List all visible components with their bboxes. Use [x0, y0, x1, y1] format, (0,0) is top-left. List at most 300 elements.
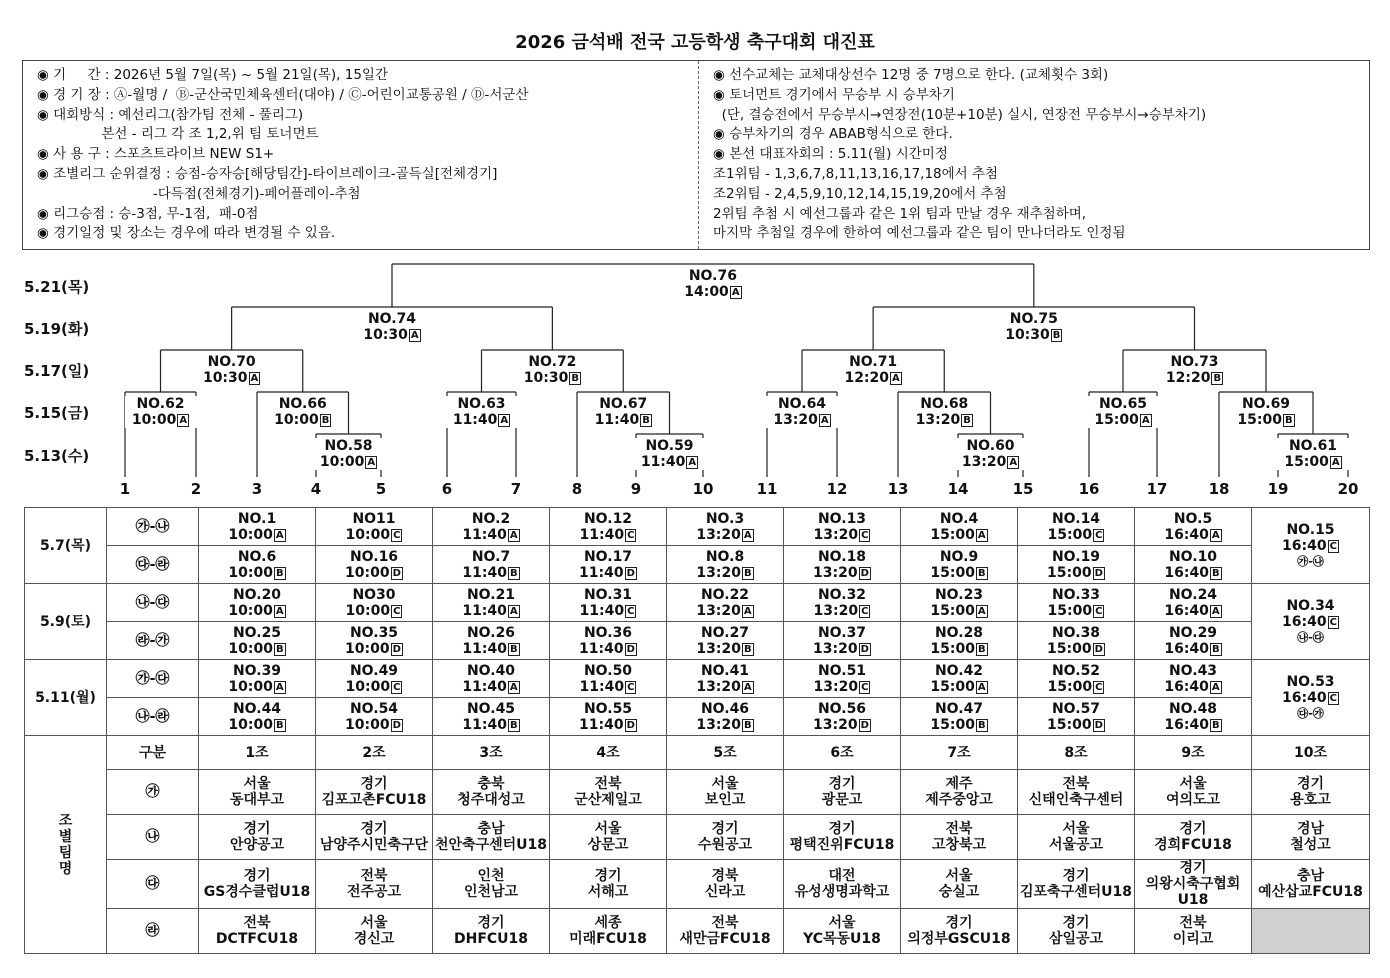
match-time: 10:00 — [345, 602, 391, 619]
match-cell — [550, 584, 667, 622]
team-number: 12 — [826, 480, 848, 498]
info-left-line: ◉ 사 용 구 : 스포츠트라이브 NEW S1+ — [37, 146, 275, 163]
match-time: 10:00 — [228, 602, 273, 619]
info-right-line: 2위팀 추첨 시 예선그룹과 같은 1위 팀과 만날 경우 재추첨하며, — [713, 205, 1087, 222]
match-time: 10:00 — [228, 678, 273, 695]
pair-label: ㉰-㉮ — [1297, 706, 1324, 720]
match-time: 15:00 — [1047, 716, 1092, 733]
match-number: NO.62 — [136, 396, 185, 412]
team-region: 서울 — [594, 821, 622, 837]
venue-badge: A — [1141, 415, 1150, 426]
match-time: 10:30 — [523, 370, 569, 386]
team-name: 경신고 — [353, 931, 395, 947]
match-time-venue — [1135, 603, 1251, 619]
match-number: NO.6 — [237, 548, 277, 565]
team-region: 서울 — [1179, 776, 1207, 792]
venue-badge: B — [1211, 643, 1220, 655]
team-number: 3 — [251, 480, 263, 498]
team-region: 제주 — [945, 776, 973, 792]
match-time-venue — [550, 641, 666, 657]
match-time: 10:30 — [363, 327, 408, 343]
team-name: YC목동U18 — [803, 931, 881, 947]
venue-badge: C — [861, 681, 869, 693]
match-time: 13:20 — [813, 640, 858, 657]
match-number: NO.38 — [1051, 624, 1101, 641]
team-cell — [667, 909, 784, 954]
match-number: NO.5 — [1173, 510, 1213, 527]
team-name: 김포축구센터U18 — [1020, 884, 1132, 900]
match-time: 10:30 — [202, 370, 248, 386]
match-time-venue — [199, 679, 315, 695]
match-time: 16:40 — [1164, 716, 1209, 733]
match-number: NO.14 — [1051, 510, 1101, 527]
match-number: NO.15 — [1286, 521, 1335, 538]
match-number: NO.25 — [232, 624, 282, 641]
match-number: NO.31 — [583, 586, 633, 603]
team-region: 전북 — [1179, 915, 1207, 931]
team-cell — [1018, 815, 1135, 860]
schedule-row — [25, 546, 1370, 584]
team-cell — [1252, 770, 1370, 815]
match-time-venue — [267, 412, 339, 428]
match-cell — [316, 622, 433, 660]
schedule-table — [24, 507, 1370, 954]
group-name: 7조 — [901, 736, 1018, 770]
team-cell — [1135, 909, 1252, 954]
bracket-match-n75 — [998, 311, 1070, 343]
match-number: NO.7 — [471, 548, 511, 565]
match-time: 13:20 — [813, 526, 859, 543]
team-cell — [433, 815, 550, 860]
match-time-venue — [1252, 690, 1369, 706]
team-cell — [1018, 860, 1135, 909]
venue-badge: C — [393, 681, 401, 693]
bracket-match-n60 — [955, 438, 1027, 470]
match-time: 13:20 — [961, 454, 1007, 470]
venue-badge: B — [743, 567, 752, 579]
match-time: 13:20 — [696, 640, 741, 657]
team-region: 전북 — [945, 821, 973, 837]
match-number: NO.18 — [817, 548, 867, 565]
side-char: 조 — [58, 812, 73, 829]
team-region: 세종 — [594, 915, 622, 931]
info-right-line: 조2위팀 - 2,4,5,9,10,12,14,15,19,20에서 추첨 — [713, 185, 1007, 202]
match-number: NO.2 — [471, 510, 511, 527]
venue-badge: B — [963, 415, 971, 426]
empty-cell — [1252, 909, 1370, 954]
info-left-line: -다득점(전체경기)-페어플레이-추첨 — [37, 185, 361, 202]
team-name: 서해고 — [587, 884, 629, 900]
bracket-date-round20: 5.13(수) — [24, 447, 90, 465]
venue-badge: B — [509, 567, 518, 579]
team-cell — [316, 909, 433, 954]
match-time: 11:40 — [579, 640, 624, 657]
venue-badge: D — [860, 643, 869, 655]
bracket-match-n65 — [1087, 396, 1159, 428]
team-cell — [550, 860, 667, 909]
bracket-match-n64 — [766, 396, 838, 428]
match-time-venue — [901, 565, 1017, 581]
bracket-match-n73 — [1159, 354, 1231, 386]
team-name: 경희FCU18 — [1154, 837, 1232, 853]
team-region: 경기 — [711, 821, 739, 837]
venue-badge: B — [977, 643, 986, 655]
match-number: NO.8 — [705, 548, 745, 565]
team-region: 충남 — [477, 821, 505, 837]
match-time-venue — [446, 412, 518, 428]
venue-badge: A — [509, 529, 518, 541]
venue-badge: A — [509, 605, 518, 617]
match-time: 11:40 — [579, 716, 624, 733]
pair-label: ㉯-㉱ — [107, 698, 199, 736]
match-cell — [1018, 698, 1135, 736]
match-cell — [901, 622, 1018, 660]
match-number: NO.13 — [817, 510, 867, 527]
match-time-venue — [199, 641, 315, 657]
group-name: 10조 — [1252, 736, 1370, 770]
team-cell — [901, 815, 1018, 860]
venue-badge: A — [731, 287, 740, 298]
team-region: 전북 — [594, 776, 622, 792]
team-region: 서울 — [1062, 821, 1090, 837]
match-time: 13:20 — [696, 678, 741, 695]
match-cell — [901, 660, 1018, 698]
team-number: 18 — [1208, 480, 1230, 498]
match-time-venue — [1087, 412, 1159, 428]
match-time-venue — [667, 603, 783, 619]
team-cell — [1252, 860, 1370, 909]
match-cell — [316, 698, 433, 736]
match-time-venue — [1252, 614, 1369, 630]
venue-badge: B — [743, 643, 752, 655]
match-time: 16:40 — [1164, 640, 1209, 657]
team-cell — [199, 860, 316, 909]
match-time-venue — [667, 679, 783, 695]
match-cell — [784, 546, 901, 584]
match-time: 11:40 — [462, 564, 507, 581]
match-time-venue — [550, 527, 666, 543]
bracket-match-n63 — [446, 396, 518, 428]
bracket-match-n61 — [1277, 438, 1349, 470]
team-number: 19 — [1267, 480, 1289, 498]
match-time-venue — [196, 370, 268, 386]
schedule-row — [25, 584, 1370, 622]
match-number: NO.26 — [466, 624, 516, 641]
venue-badge: A — [977, 605, 986, 617]
match-time-venue — [313, 454, 385, 470]
info-left-line: 본선 - 리그 각 조 1,2,위 팀 토너먼트 — [37, 126, 319, 143]
match-time: 13:20 — [915, 412, 961, 428]
match-time-venue — [901, 717, 1017, 733]
team-name: 보인고 — [704, 792, 746, 808]
team-region: 경기 — [1062, 868, 1090, 884]
match-time: 15:00 — [1237, 412, 1282, 428]
team-name: 김포고촌FCU18 — [321, 792, 427, 808]
team-region: 경기 — [828, 776, 856, 792]
team-name: 의정부GSCU18 — [907, 931, 1011, 947]
match-number: NO.41 — [700, 662, 750, 679]
venue-badge: C — [627, 681, 635, 693]
match-number: NO.43 — [1168, 662, 1218, 679]
match-time: 13:20 — [696, 526, 741, 543]
venue-badge: B — [509, 719, 518, 731]
team-name: 청주대성고 — [457, 792, 525, 808]
team-name: 유성생명과학고 — [794, 884, 890, 900]
team-cell — [901, 909, 1018, 954]
match-time-venue — [199, 717, 315, 733]
group-name: 9조 — [1135, 736, 1252, 770]
bracket-date-quarterfinal: 5.17(일) — [24, 362, 90, 380]
match-time-venue — [316, 717, 432, 733]
venue-badge: B — [977, 567, 986, 579]
team-name: 광문고 — [821, 792, 863, 808]
match-cell — [784, 660, 901, 698]
team-cell — [667, 860, 784, 909]
extra-match-cell — [1252, 660, 1370, 736]
match-time-venue — [550, 603, 666, 619]
match-time: 15:00 — [930, 678, 975, 695]
venue-badge: B — [1052, 330, 1061, 341]
venue-badge: A — [820, 415, 829, 426]
match-time-venue — [784, 565, 900, 581]
bracket-match-n62 — [125, 396, 197, 428]
team-name: GS경수클럽U18 — [203, 884, 311, 900]
bracket-match-n68 — [908, 396, 980, 428]
match-time-venue — [587, 412, 659, 428]
venue-badge: A — [500, 415, 509, 426]
match-number: NO.33 — [1051, 586, 1101, 603]
match-time-venue — [784, 717, 900, 733]
team-region: 경기 — [1296, 776, 1325, 792]
match-time-venue — [634, 454, 706, 470]
match-time: 15:00 — [1047, 640, 1092, 657]
match-cell — [199, 698, 316, 736]
group-name: 5조 — [667, 736, 784, 770]
team-region: 경기 — [945, 915, 973, 931]
venue-badge: A — [1009, 457, 1018, 468]
match-number: NO.32 — [817, 586, 867, 603]
match-time-venue — [516, 370, 588, 386]
match-number: NO.68 — [920, 396, 969, 412]
match-cell — [1135, 584, 1252, 622]
schedule-date: 5.7(목) — [25, 508, 107, 584]
match-time: 10:00 — [345, 526, 391, 543]
match-cell — [433, 660, 550, 698]
match-time-venue — [433, 717, 549, 733]
team-region: 경기 — [360, 821, 388, 837]
venue-badge: A — [275, 529, 284, 541]
venue-badge: A — [509, 681, 518, 693]
team-cell — [316, 815, 433, 860]
info-right-line: ◉ 선수교체는 교체대상선수 12명 중 7명으로 한다. (교체횟수 3회) — [713, 67, 1109, 83]
match-time: 10:00 — [319, 454, 365, 470]
bracket-match-n72 — [516, 354, 588, 386]
match-time-venue — [199, 603, 315, 619]
match-time: 10:30 — [1005, 327, 1050, 343]
venue-badge: A — [977, 681, 986, 693]
team-number: 10 — [692, 480, 714, 498]
match-time-venue — [433, 641, 549, 657]
match-number: NO.40 — [466, 662, 516, 679]
venue-badge: C — [627, 529, 635, 541]
venue-badge: D — [626, 719, 635, 731]
match-time: 13:20 — [773, 412, 818, 428]
match-number: NO.61 — [1288, 438, 1338, 454]
team-cell — [901, 860, 1018, 909]
team-number: 11 — [756, 480, 778, 498]
schedule-row — [25, 698, 1370, 736]
venue-badge: B — [1213, 373, 1222, 384]
team-region: 충북 — [477, 776, 505, 792]
team-name: 제주중앙고 — [925, 792, 993, 808]
group-team-row — [25, 815, 1370, 860]
match-number: NO.9 — [939, 548, 979, 565]
match-cell — [1135, 546, 1252, 584]
team-region: 경기 — [828, 821, 856, 837]
schedule-row — [25, 622, 1370, 660]
team-name: 신태인축구센터 — [1028, 792, 1124, 808]
match-number: NO.64 — [777, 396, 827, 412]
team-region: 경기 — [243, 821, 271, 837]
match-time: 11:40 — [579, 678, 625, 695]
match-number: NO.37 — [817, 624, 867, 641]
match-time: 15:00 — [930, 602, 975, 619]
team-number: 9 — [630, 480, 642, 498]
team-number: 13 — [887, 480, 909, 498]
team-name: 숭실고 — [938, 884, 980, 900]
match-time: 11:40 — [579, 602, 625, 619]
venue-badge: C — [1329, 540, 1337, 552]
match-time: 16:40 — [1282, 613, 1327, 630]
schedule-row — [25, 508, 1370, 546]
match-number: NO.34 — [1286, 597, 1335, 614]
team-region: 경북 — [711, 868, 739, 884]
bracket-match-n71 — [837, 354, 909, 386]
venue-badge: B — [642, 415, 650, 426]
match-time: 13:20 — [696, 564, 741, 581]
match-cell — [901, 584, 1018, 622]
group-team-row — [25, 909, 1370, 954]
team-cell — [784, 815, 901, 860]
bracket-match-n70 — [196, 354, 268, 386]
venue-badge: A — [250, 373, 259, 384]
bracket-match-n59 — [634, 438, 706, 470]
venue-badge: D — [392, 643, 401, 655]
match-time-venue — [1230, 412, 1302, 428]
venue-badge: A — [410, 330, 419, 341]
match-number: NO30 — [352, 586, 396, 603]
info-left-line: ◉ 리그승점 : 승-3점, 무-1점, 패-0점 — [37, 205, 259, 222]
venue-badge: B — [1211, 719, 1220, 731]
team-region: 경기 — [1179, 821, 1207, 837]
match-time: 16:40 — [1164, 602, 1209, 619]
venue-badge: A — [275, 681, 284, 693]
match-time-venue — [901, 641, 1017, 657]
team-number: 17 — [1146, 480, 1168, 498]
match-number: NO.36 — [583, 624, 633, 641]
team-number: 8 — [571, 480, 583, 498]
match-cell — [784, 584, 901, 622]
team-name: DCTFCU18 — [215, 931, 299, 947]
team-name: 예산삽교FCU18 — [1258, 884, 1363, 900]
match-time: 12:20 — [844, 370, 890, 386]
match-time-venue — [901, 527, 1017, 543]
match-time: 15:00 — [1284, 454, 1329, 470]
team-region: 경기 — [477, 915, 505, 931]
match-time: 15:00 — [930, 716, 975, 733]
match-time-venue — [667, 527, 783, 543]
match-time: 10:00 — [345, 564, 390, 581]
bracket-match-n67 — [587, 396, 659, 428]
match-cell — [901, 508, 1018, 546]
schedule-date: 5.11(월) — [25, 660, 107, 736]
match-time: 11:40 — [462, 678, 507, 695]
bracket-match-n66 — [267, 396, 339, 428]
match-time-venue — [1135, 641, 1251, 657]
team-number: 7 — [510, 480, 522, 498]
pair-label: ㉯-㉰ — [1297, 630, 1324, 644]
match-time: 11:40 — [579, 526, 625, 543]
team-region: 전북 — [711, 915, 739, 931]
match-time: 13:20 — [813, 564, 858, 581]
match-cell — [316, 584, 433, 622]
group-name: 2조 — [316, 736, 433, 770]
match-time: 13:20 — [813, 716, 858, 733]
team-cell — [550, 770, 667, 815]
match-cell — [316, 546, 433, 584]
match-time-venue — [667, 565, 783, 581]
group-mark: ㉱ — [107, 909, 199, 954]
team-name: 인천남고 — [463, 884, 519, 900]
match-time-venue — [667, 641, 783, 657]
match-number: NO.60 — [966, 438, 1015, 454]
team-region: 서울 — [711, 776, 739, 792]
team-name: 전주공고 — [346, 884, 402, 900]
team-cell — [667, 815, 784, 860]
team-cell — [784, 770, 901, 815]
match-time-venue — [125, 412, 197, 428]
match-time-venue — [1277, 454, 1349, 470]
match-number: NO.21 — [466, 586, 516, 603]
team-cell — [667, 770, 784, 815]
match-time: 16:40 — [1164, 678, 1209, 695]
match-number: NO.4 — [939, 510, 979, 527]
match-number: NO.42 — [934, 662, 984, 679]
match-time-venue — [433, 527, 549, 543]
match-number: NO.53 — [1286, 673, 1335, 690]
venue-badge: A — [688, 457, 697, 468]
match-cell — [1135, 508, 1252, 546]
team-cell — [433, 860, 550, 909]
match-time: 10:00 — [228, 526, 273, 543]
match-time: 11:40 — [452, 412, 498, 428]
team-region: 전북 — [360, 868, 388, 884]
group-side-label — [25, 736, 107, 954]
team-region: 서울 — [945, 868, 973, 884]
match-cell — [550, 698, 667, 736]
venue-badge: D — [1094, 643, 1103, 655]
venue-badge: B — [1284, 415, 1293, 426]
venue-badge: D — [860, 719, 869, 731]
team-region: 경기 — [1062, 915, 1090, 931]
match-number: NO.48 — [1168, 700, 1218, 717]
venue-badge: B — [275, 643, 284, 655]
group-name: 1조 — [199, 736, 316, 770]
match-cell — [1018, 546, 1135, 584]
match-number: NO.24 — [1168, 586, 1218, 603]
match-cell — [667, 698, 784, 736]
venue-badge: D — [1094, 567, 1103, 579]
